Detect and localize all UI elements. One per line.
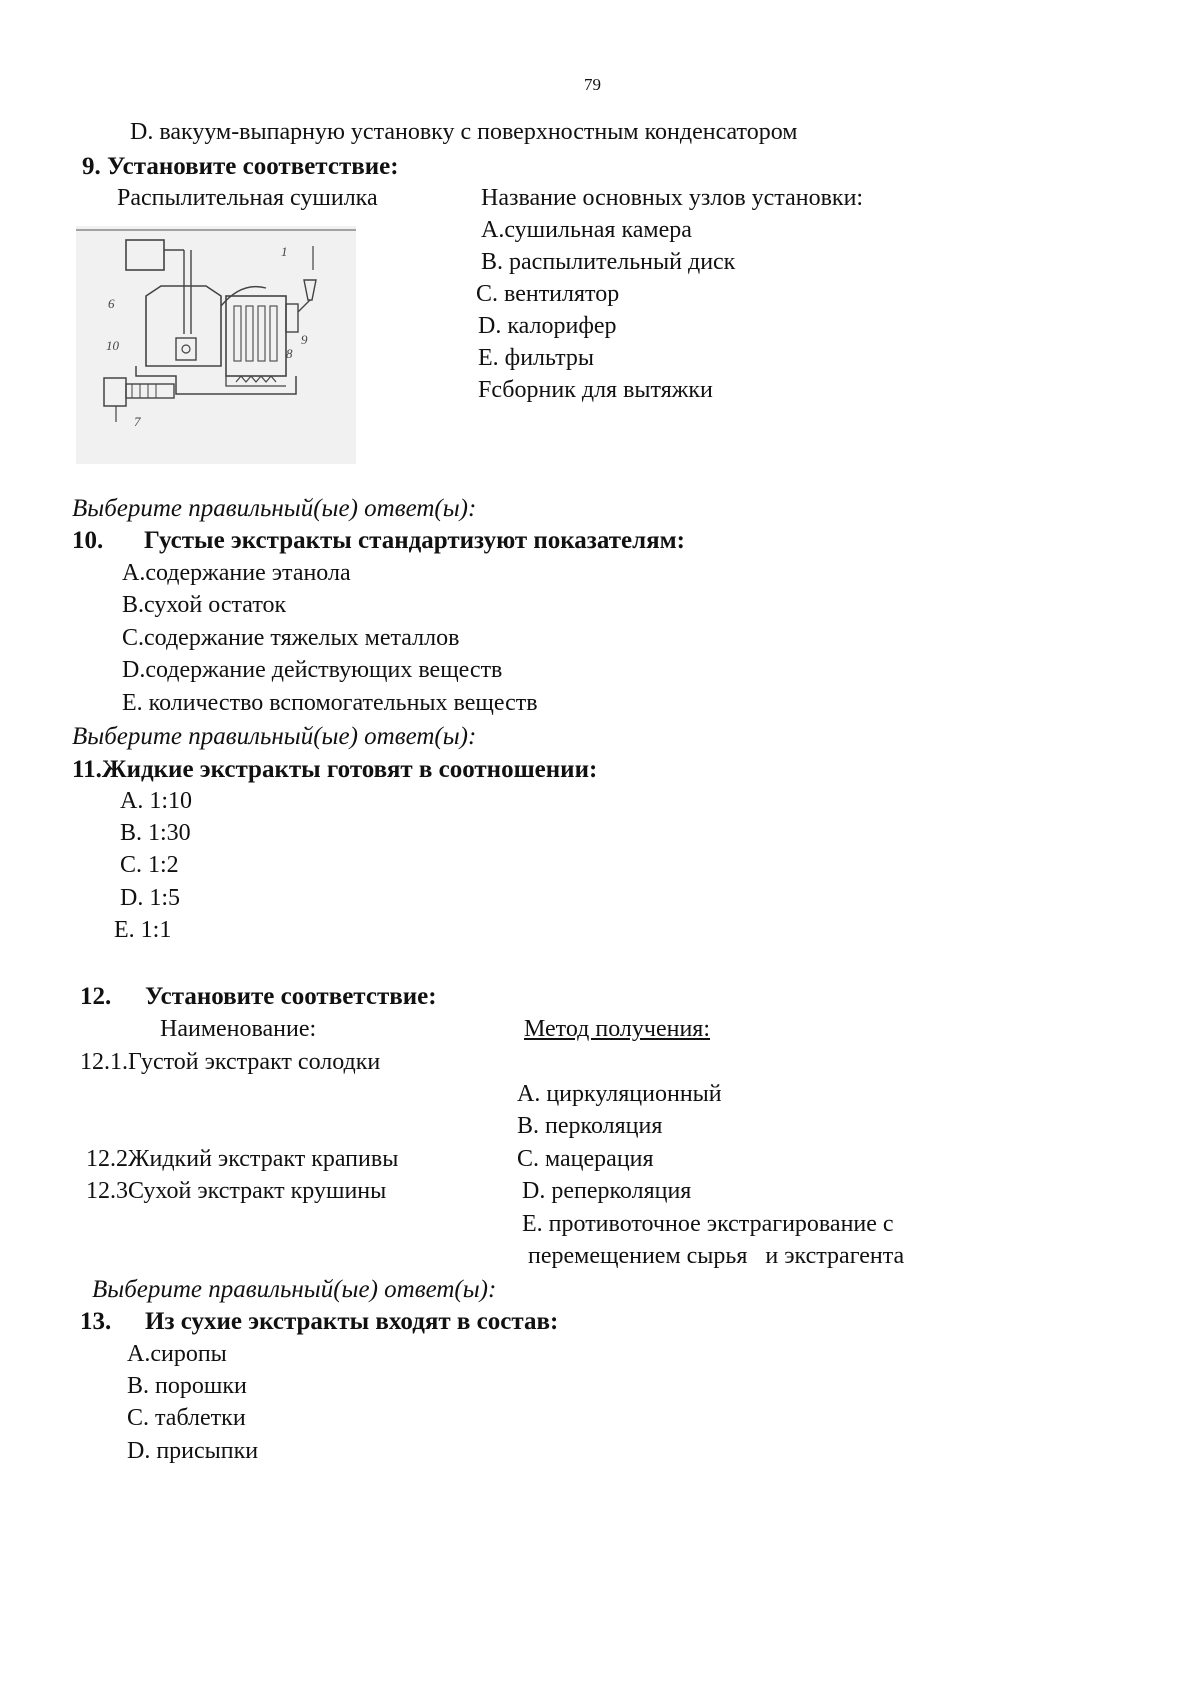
question-9-option-c: C. вентилятор — [476, 281, 620, 307]
question-9-option-a: A.сушильная камера — [481, 217, 692, 243]
question-13-option-b: B. порошки — [127, 1373, 247, 1399]
instruction-13: Выберите правильный(ые) ответ(ы): — [92, 1276, 497, 1303]
question-10-option-b: B.сухой остаток — [122, 592, 287, 618]
instruction-10: Выберите правильный(ые) ответ(ы): — [72, 495, 477, 522]
question-13-number: 13. — [80, 1308, 112, 1335]
question-12-item-3: 12.3Сухой экстракт крушины — [86, 1178, 387, 1204]
question-12-right-heading: Метод получения: — [524, 1016, 710, 1042]
question-8-option-d: D. вакуум-выпарную установку с поверхностным конденсатором — [130, 119, 798, 145]
question-9-option-d: D. калорифер — [478, 313, 617, 339]
question-12-option-a: A. циркуляционный — [517, 1081, 722, 1107]
question-12-option-e-continued: перемещением сырья и экстрагента — [528, 1243, 905, 1269]
question-13-option-d: D. присыпки — [127, 1438, 259, 1464]
question-12-item-2: 12.2Жидкий экстракт крапивы — [86, 1146, 399, 1172]
question-11-option-e: E. 1:1 — [114, 917, 172, 943]
question-13-option-a: A.сиропы — [127, 1341, 227, 1367]
question-12-number: 12. — [80, 983, 112, 1010]
question-13-option-c: C. таблетки — [127, 1405, 246, 1431]
question-12-option-e: E. противоточное экстрагирование с — [522, 1211, 894, 1237]
question-11-option-c: C. 1:2 — [120, 852, 179, 878]
diagram-label-10: 10 — [106, 338, 119, 353]
question-13-title: Из сухие экстракты входят в состав: — [145, 1308, 559, 1335]
question-12-title: Установите соответствие: — [145, 983, 437, 1010]
question-12-item-1: 12.1.Густой экстракт солодки — [80, 1049, 381, 1075]
question-9-option-f: Fсборник для вытяжки — [478, 377, 713, 403]
page-number: 79 — [584, 75, 601, 94]
question-10-option-a: A.содержание этанола — [122, 560, 351, 586]
question-10-option-d: D.содержание действующих веществ — [122, 657, 503, 683]
question-11-option-a: A. 1:10 — [120, 788, 192, 814]
question-10-number: 10. — [72, 527, 104, 554]
question-9-right-heading: Название основных узлов установки: — [481, 185, 864, 211]
question-11-title: 11.Жидкие экстракты готовят в соотношении: — [72, 756, 598, 783]
question-11-option-d: D. 1:5 — [120, 885, 180, 911]
question-10-option-e: E. количество вспомогательных веществ — [122, 690, 538, 716]
question-12-option-d: D. реперколяция — [522, 1178, 692, 1204]
diagram-label-1: 1 — [281, 244, 288, 259]
question-11-option-b: B. 1:30 — [120, 820, 191, 846]
instruction-11: Выберите правильный(ые) ответ(ы): — [72, 723, 477, 750]
question-9-left-heading: Распылительная сушилка — [117, 185, 378, 211]
diagram-label-7: 7 — [134, 414, 141, 429]
question-9-title: 9. Установите соответствие: — [82, 153, 399, 180]
question-12-option-b: B. перколяция — [517, 1113, 663, 1139]
question-9-option-e: E. фильтры — [478, 345, 594, 371]
spray-dryer-diagram — [76, 226, 356, 464]
diagram-label-9: 9 — [301, 332, 308, 347]
diagram-label-8: 8 — [286, 346, 293, 361]
question-12-left-heading: Наименование: — [160, 1016, 317, 1042]
question-9-option-b: B. распылительный диск — [481, 249, 736, 275]
question-10-option-c: C.содержание тяжелых металлов — [122, 625, 460, 651]
question-10-title: Густые экстракты стандартизуют показателям: — [144, 527, 685, 554]
diagram-label-6: 6 — [108, 296, 115, 311]
question-12-option-c: C. мацерация — [517, 1146, 654, 1172]
